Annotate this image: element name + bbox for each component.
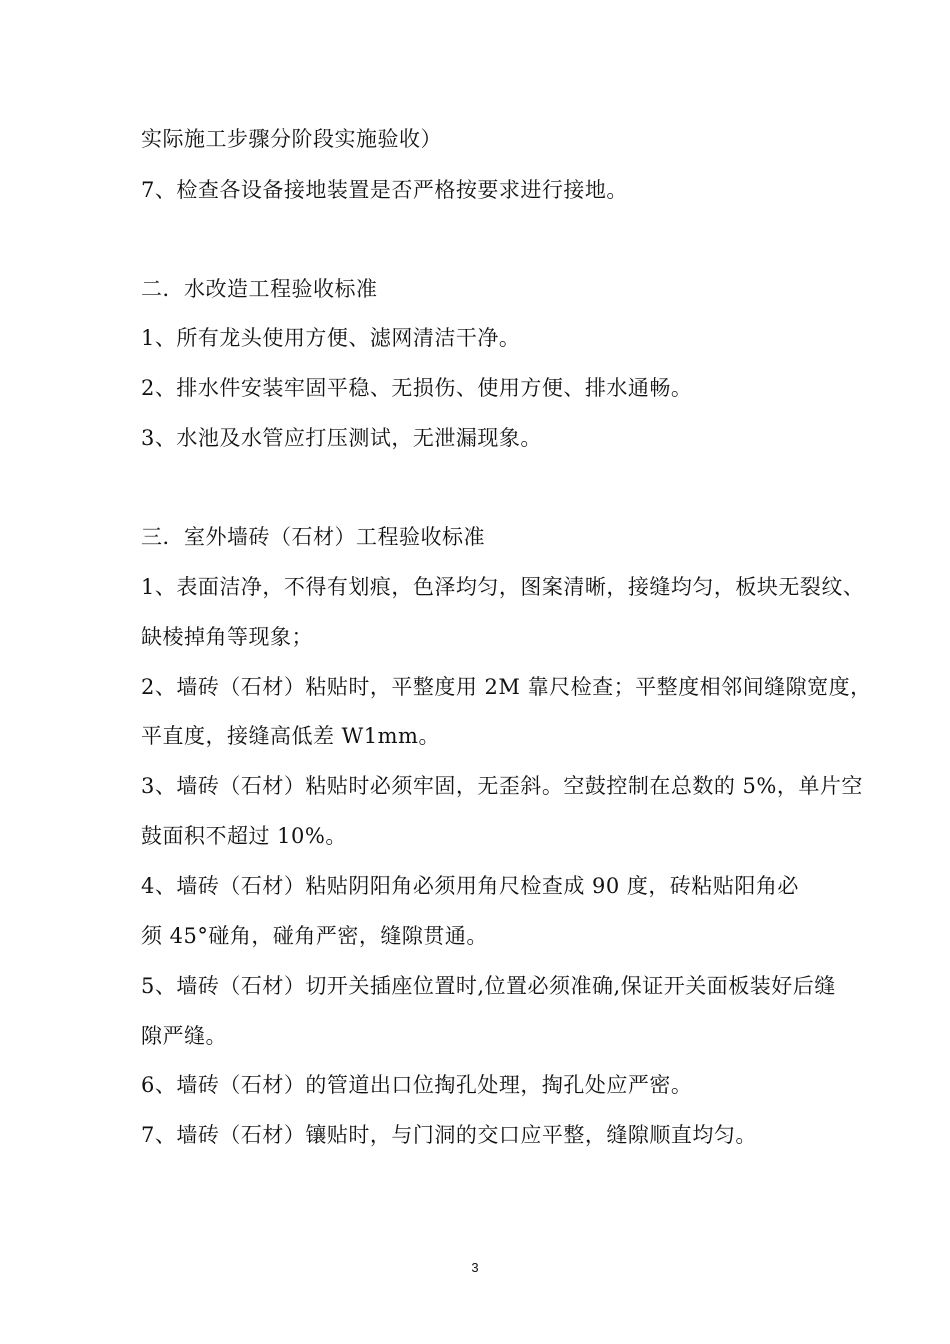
text-line: 实际施工步骤分阶段实施验收）: [141, 127, 442, 151]
text-line: 3、墙砖（石材）粘贴时必须牢固，无歪斜。空鼓控制在总数的 5%，单片空: [141, 774, 863, 798]
text-line: 7、墙砖（石材）镶贴时，与门洞的交口应平整，缝隙顺直均匀。: [141, 1123, 757, 1147]
page-number: 3: [471, 1260, 479, 1275]
text-line: 6、墙砖（石材）的管道出口位掏孔处理，掏孔处应严密。: [141, 1073, 693, 1097]
text-line: 须 45°碰角，碰角严密，缝隙贯通。: [141, 924, 488, 948]
section-heading: 三．室外墙砖（石材）工程验收标准: [141, 525, 485, 549]
text-line: 1、表面洁净，不得有划痕，色泽均匀，图案清晰，接缝均匀，板块无裂纹、: [141, 575, 865, 599]
text-line: 1、所有龙头使用方便、滤网清洁干净。: [141, 326, 521, 350]
text-line: 7、检查各设备接地装置是否严格按要求进行接地。: [141, 178, 628, 202]
text-line: 5、墙砖（石材）切开关插座位置时,位置必须准确,保证开关面板装好后缝: [141, 974, 836, 998]
text-line: 2、排水件安装牢固平稳、无损伤、使用方便、排水通畅。: [141, 376, 693, 400]
text-line: 2、墙砖（石材）粘贴时，平整度用 2M 靠尺检查；平整度相邻间缝隙宽度，: [141, 675, 872, 699]
text-line: 3、水池及水管应打压测试，无泄漏现象。: [141, 426, 542, 450]
text-line: 隙严缝。: [141, 1024, 227, 1048]
text-line: 4、墙砖（石材）粘贴阴阳角必须用角尺检查成 90 度，砖粘贴阳角必: [141, 874, 799, 898]
text-line: 鼓面积不超过 10%。: [141, 824, 347, 848]
text-line: 缺棱掉角等现象；: [141, 625, 313, 649]
section-heading: 二．水改造工程验收标准: [141, 277, 378, 301]
text-line: 平直度，接缝高低差 W1mm。: [141, 724, 440, 748]
